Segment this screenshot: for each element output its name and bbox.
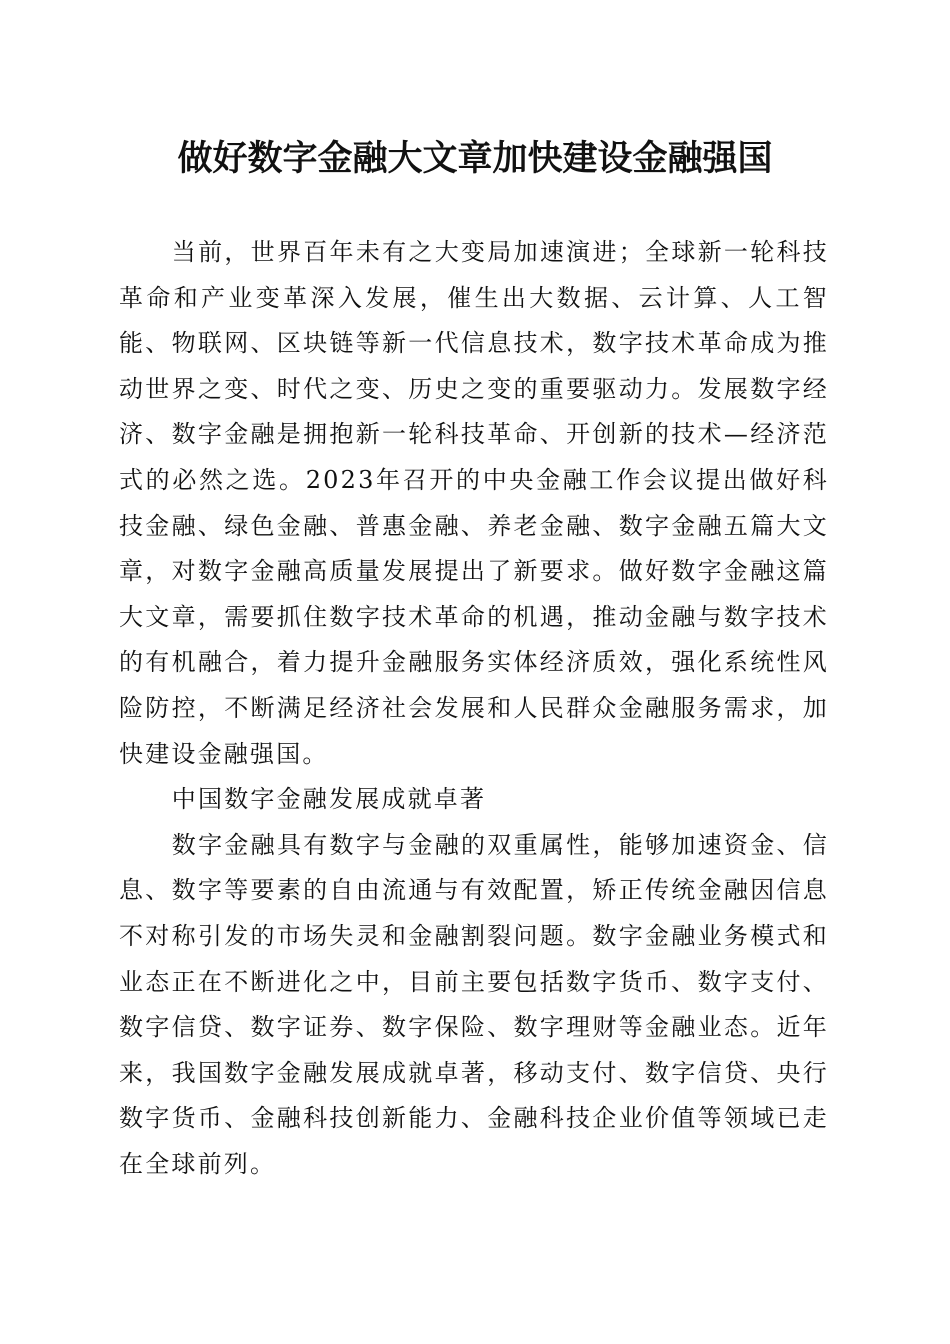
section-heading: 中国数字金融发展成就卓著 — [171, 785, 487, 814]
document-title: 做好数字金融大文章加快建设金融强国 — [177, 138, 773, 179]
paragraph-achievements: 数字金融具有数字与金融的双重属性，能够加速资金、信息、数字等要素的自由流通与有效配置，矫正传统金融因信息不对称引发的市场失灵和金融割裂问题。数字金融业务模式和业态正在不断进化之中，目前主要包括数字货币、数字支付、数字信贷、数字证券、数字保险、数字理财等金融业态。近年来，我国数字金融发展成就卓著，移动支付、数字信贷、央行数字货币、金融科技创新能力、金融科技企业价值等领域已走在全球前列。 — [119, 830, 829, 1178]
paragraph-intro: 当前，世界百年未有之大变局加速演进；全球新一轮科技革命和产业变革深入发展，催生出大数据、云计算、人工智能、物联网、区块链等新一代信息技术，数字技术革命成为推动世界之变、时代之变、历史之变的重要驱动力。发展数字经济、数字金融是拥抱新一轮科技革命、开创新的技术—经济范式的必然之选。2023年召开的中央金融工作会议提出做好科技金融、绿色金融、普惠金融、养老金融、数字金融五篇大文章，对数字金融高质量发展提出了新要求。做好数字金融这篇大文章，需要抓住数字技术革命的机遇，推动金融与数字技术的有机融合，着力提升金融服务实体经济质效，强化系统性风险防控，不断满足经济社会发展和人民群众金融服务需求，加快建设金融强国。 — [119, 238, 829, 768]
document-body — [119, 230, 829, 1187]
